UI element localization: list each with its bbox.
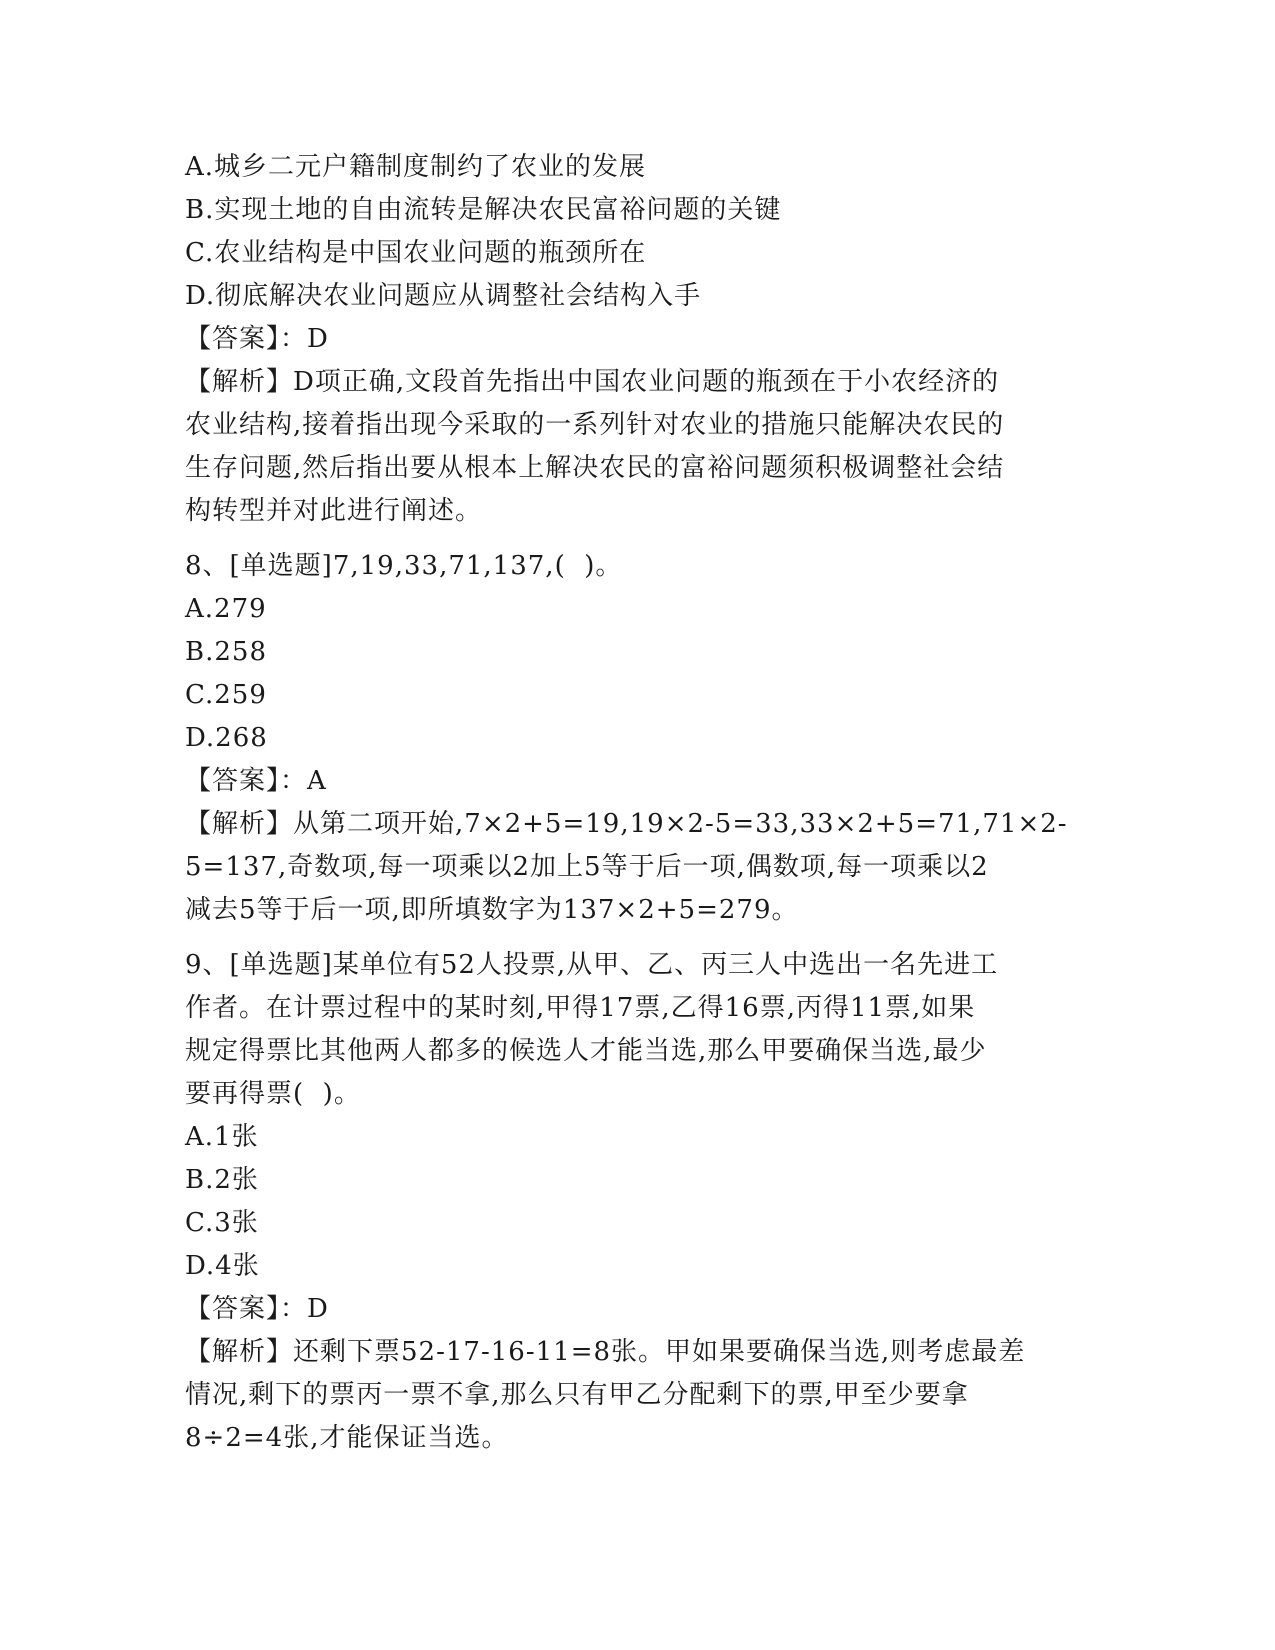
question-8-block: [185, 545, 1080, 932]
analysis-line: 构转型并对此进行阐述。: [185, 496, 483, 526]
question-text: 作者。在计票过程中的某时刻,甲得17票,乙得16票,丙得11票,如果: [185, 993, 976, 1023]
analysis-line: 情况,剩下的票丙一票不拿,那么只有甲乙分配剩下的票,甲至少要拿: [185, 1380, 969, 1410]
analysis-line: 生存问题,然后指出要从根本上解决农民的富裕问题须积极调整社会结: [185, 453, 1005, 483]
option-a: A.1张: [185, 1122, 259, 1152]
question-text: 规定得票比其他两人都多的候选人才能当选,那么甲要确保当选,最少: [185, 1036, 987, 1066]
option-c: C.3张: [185, 1208, 259, 1238]
answer-value: D: [307, 324, 329, 354]
answer-value: D: [307, 1294, 329, 1324]
analysis-line: [185, 1331, 1080, 1374]
analysis-text: 从第二项开始,7×2+5=19,19×2-5=33,33×2+5=71,71×2-: [293, 809, 1068, 839]
option-b: B.2张: [185, 1165, 259, 1195]
analysis-text: D项正确,文段首先指出中国农业问题的瓶颈在于小农经济的: [293, 367, 1000, 397]
option-d: D.268: [185, 723, 268, 753]
answer-line: [185, 1288, 1080, 1331]
analysis-label: 【解析】: [185, 367, 294, 397]
document-page: [185, 146, 1080, 1460]
answer-value: A: [307, 766, 327, 796]
option-d: D.彻底解决农业问题应从调整社会结构入手: [185, 281, 702, 311]
question-text: 要再得票( )。: [185, 1079, 361, 1109]
option-d: D.4张: [185, 1251, 260, 1281]
option-c: C.259: [185, 680, 267, 710]
question-text: 9、[单选题]某单位有52人投票,从甲、乙、丙三人中选出一名先进工: [185, 950, 999, 980]
spacer: [185, 932, 1080, 944]
analysis-line: 5=137,奇数项,每一项乘以2加上5等于后一项,偶数项,每一项乘以2: [185, 852, 989, 882]
option-a: A.城乡二元户籍制度制约了农业的发展: [185, 152, 647, 182]
analysis-line: [185, 803, 1080, 846]
analysis-label: 【解析】: [185, 809, 294, 839]
option-c: C.农业结构是中国农业问题的瓶颈所在: [185, 238, 647, 268]
answer-label: 【答案】：: [185, 324, 308, 354]
answer-line: [185, 318, 1080, 361]
analysis-line: 8÷2=4张,才能保证当选。: [185, 1423, 509, 1453]
spacer: [185, 533, 1080, 545]
question-text: 8、[单选题]7,19,33,71,137,( )。: [185, 551, 623, 581]
question-9-block: [185, 944, 1080, 1460]
answer-label: 【答案】：: [185, 766, 308, 796]
analysis-text: 还剩下票52-17-16-11=8张。甲如果要确保当选,则考虑最差: [293, 1337, 1026, 1367]
question-7-block: [185, 146, 1080, 533]
option-a: A.279: [185, 594, 267, 624]
option-b: B.258: [185, 637, 267, 667]
analysis-label: 【解析】: [185, 1337, 294, 1367]
option-b: B.实现土地的自由流转是解决农民富裕问题的关键: [185, 195, 782, 225]
analysis-line: [185, 361, 1080, 404]
analysis-line: 农业结构,接着指出现今采取的一系列针对农业的措施只能解决农民的: [185, 410, 1005, 440]
answer-line: [185, 760, 1080, 803]
answer-label: 【答案】：: [185, 1294, 308, 1324]
analysis-line: 减去5等于后一项,即所填数字为137×2+5=279。: [185, 895, 799, 925]
